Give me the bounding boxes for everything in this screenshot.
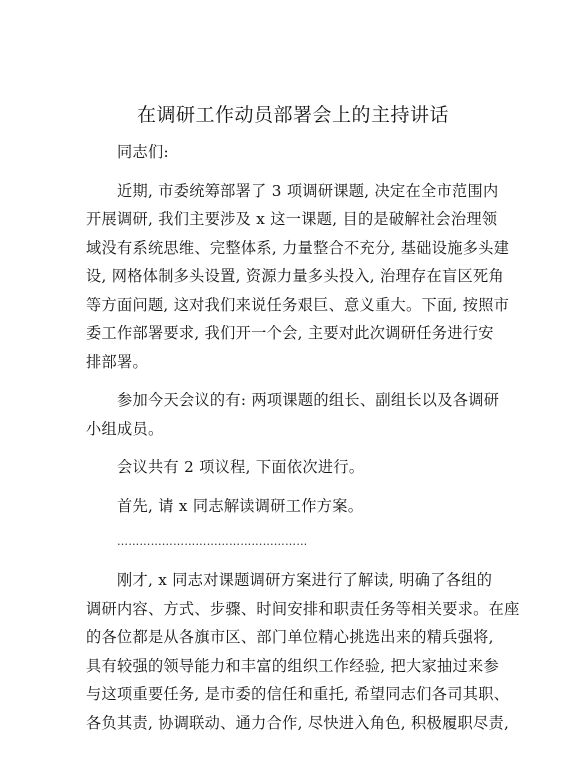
- paragraph-line: 小组成员。: [86, 419, 164, 438]
- paragraph-line: 等方面问题, 这对我们来说任务艰巨、意义重大。下面, 按照市: [86, 295, 510, 314]
- omission-separator: ……………………………………………: [117, 535, 308, 548]
- paragraph-line: 与这项重要任务, 是市委的信任和重托, 希望同志们各司其职、: [86, 685, 510, 703]
- paragraph-line: 会议共有 2 项议程, 下面依次进行。: [117, 458, 365, 476]
- paragraph-line: 具有较强的领导能力和丰富的组织工作经验, 把大家抽过来参: [86, 656, 499, 675]
- paragraph-line: 近期, 市委统筹部署了 3 项调研课题, 决定在全市范围内: [117, 181, 499, 200]
- paragraph-line: 首先, 请 x 同志解读调研工作方案。: [117, 496, 364, 515]
- paragraph-line: 的各位都是从各旗市区、部门单位精心挑选出来的精兵强将,: [86, 628, 494, 646]
- document-body: [86, 138, 520, 737]
- greeting: 同志们:: [117, 143, 169, 161]
- paragraph-intro: [86, 177, 510, 377]
- paragraph-closing: [86, 566, 520, 737]
- paragraph-first-item: [86, 492, 502, 521]
- document-title: 在调研工作动员部署会上的主持讲话: [136, 104, 449, 126]
- paragraph-line: 排部署。: [86, 352, 148, 371]
- paragraph-agenda: [86, 453, 502, 482]
- paragraph-line: 参加今天会议的有: 两项课题的组长、副组长以及各调研: [117, 391, 500, 409]
- paragraph-attendees: [86, 386, 502, 443]
- paragraph-line: 开展调研, 我们主要涉及 x 这一课题, 目的是破解社会治理领: [86, 210, 498, 228]
- paragraph-line: 委工作部署要求, 我们开一个会, 主要对此次调研任务进行安: [86, 324, 494, 342]
- paragraph-line: 设, 网格体制多头设置, 资源力量多头投入, 治理存在盲区死角: [86, 267, 504, 285]
- paragraph-line: 各负其责, 协调联动、通力合作, 尽快进入角色, 积极履职尽责,: [86, 713, 510, 732]
- paragraph-line: 域没有系统思维、完整体系, 力量整合不充分, 基础设施多头建: [86, 238, 510, 257]
- paragraph-line: 刚才, x 同志对课题调研方案进行了解读, 明确了各组的: [117, 571, 493, 589]
- paragraph-line: 调研内容、方式、步骤、时间安排和职责任务等相关要求。在座: [86, 599, 520, 618]
